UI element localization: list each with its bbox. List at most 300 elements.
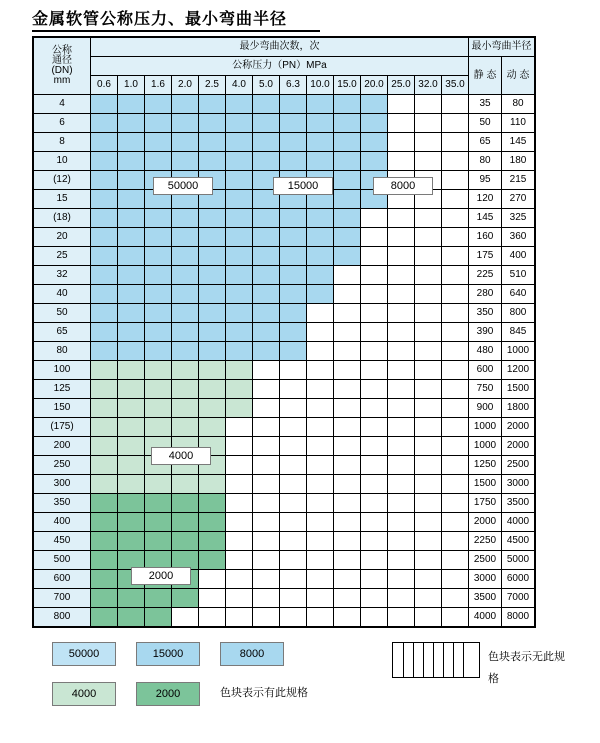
row-dynamic-radius: 360 (502, 228, 535, 247)
legend (32, 634, 568, 714)
cell-5-5 (226, 190, 253, 209)
cell-2-5 (226, 133, 253, 152)
cell-15-4 (199, 380, 226, 399)
cell-2-10 (361, 133, 388, 152)
cell-11-7 (280, 304, 307, 323)
cell-23-8 (307, 532, 334, 551)
cell-27-13 (442, 608, 469, 627)
cell-26-4 (199, 589, 226, 608)
cell-17-10 (361, 418, 388, 437)
cell-1-6 (253, 114, 280, 133)
row-dynamic-radius: 2000 (502, 418, 535, 437)
cell-7-9 (334, 228, 361, 247)
cell-25-7 (280, 570, 307, 589)
table-row (34, 247, 535, 266)
cell-8-10 (361, 247, 388, 266)
cell-20-6 (253, 475, 280, 494)
dn-header-line-3: (DN) (51, 65, 73, 76)
cell-2-13 (442, 133, 469, 152)
row-static-radius: 900 (469, 399, 502, 418)
row-static-radius: 750 (469, 380, 502, 399)
cell-17-12 (415, 418, 442, 437)
cell-26-6 (253, 589, 280, 608)
row-static-radius: 50 (469, 114, 502, 133)
legend-box-15000: 15000 (136, 642, 200, 666)
pressure-col-header: 1.0 (118, 76, 145, 95)
legend-box-4000: 4000 (52, 682, 116, 706)
cell-13-2 (145, 342, 172, 361)
cell-7-3 (172, 228, 199, 247)
cell-23-1 (118, 532, 145, 551)
cell-8-11 (388, 247, 415, 266)
cell-6-8 (307, 209, 334, 228)
row-dn-label: 15 (34, 190, 91, 209)
page-title: 金属软管公称压力、最小弯曲半径 (32, 11, 288, 28)
table-row (34, 551, 535, 570)
cell-15-0 (91, 380, 118, 399)
row-static-radius: 390 (469, 323, 502, 342)
cell-17-3 (172, 418, 199, 437)
cell-1-4 (199, 114, 226, 133)
cell-9-9 (334, 266, 361, 285)
row-dynamic-radius: 1200 (502, 361, 535, 380)
cell-3-6 (253, 152, 280, 171)
row-dynamic-radius: 6000 (502, 570, 535, 589)
table-row (34, 152, 535, 171)
cell-2-9 (334, 133, 361, 152)
cell-2-4 (199, 133, 226, 152)
cell-24-6 (253, 551, 280, 570)
cell-20-13 (442, 475, 469, 494)
cell-20-9 (334, 475, 361, 494)
cell-16-6 (253, 399, 280, 418)
cell-8-4 (199, 247, 226, 266)
table-row (34, 266, 535, 285)
pressure-col-header: 4.0 (226, 76, 253, 95)
row-dynamic-radius: 1800 (502, 399, 535, 418)
static-header: 静 态 (469, 57, 502, 95)
cell-17-11 (388, 418, 415, 437)
cell-11-4 (199, 304, 226, 323)
table-row (34, 532, 535, 551)
cell-16-7 (280, 399, 307, 418)
cell-10-12 (415, 285, 442, 304)
cell-7-4 (199, 228, 226, 247)
cell-9-13 (442, 266, 469, 285)
row-dn-label: 65 (34, 323, 91, 342)
row-dn-label: 800 (34, 608, 91, 627)
cell-8-0 (91, 247, 118, 266)
cell-2-7 (280, 133, 307, 152)
cell-6-12 (415, 209, 442, 228)
cell-8-3 (172, 247, 199, 266)
row-dn-label: 150 (34, 399, 91, 418)
cell-22-0 (91, 513, 118, 532)
cell-11-9 (334, 304, 361, 323)
cell-7-5 (226, 228, 253, 247)
cell-21-9 (334, 494, 361, 513)
cell-7-7 (280, 228, 307, 247)
cell-21-13 (442, 494, 469, 513)
cell-11-10 (361, 304, 388, 323)
cell-2-2 (145, 133, 172, 152)
cell-6-11 (388, 209, 415, 228)
cell-2-3 (172, 133, 199, 152)
cell-0-11 (388, 95, 415, 114)
row-static-radius: 160 (469, 228, 502, 247)
cell-7-6 (253, 228, 280, 247)
cell-23-13 (442, 532, 469, 551)
cell-18-12 (415, 437, 442, 456)
pressure-col-header: 10.0 (307, 76, 334, 95)
cell-18-8 (307, 437, 334, 456)
row-dynamic-radius: 8000 (502, 608, 535, 627)
row-static-radius: 1500 (469, 475, 502, 494)
cell-16-13 (442, 399, 469, 418)
cell-0-0 (91, 95, 118, 114)
cell-22-3 (172, 513, 199, 532)
cell-14-4 (199, 361, 226, 380)
cell-20-7 (280, 475, 307, 494)
cell-13-6 (253, 342, 280, 361)
cell-11-3 (172, 304, 199, 323)
pressure-col-header: 2.5 (199, 76, 226, 95)
row-dn-label: 500 (34, 551, 91, 570)
cell-10-10 (361, 285, 388, 304)
pressure-col-header: 0.6 (91, 76, 118, 95)
cell-12-7 (280, 323, 307, 342)
cell-6-2 (145, 209, 172, 228)
cell-21-6 (253, 494, 280, 513)
cell-16-5 (226, 399, 253, 418)
cell-2-0 (91, 133, 118, 152)
cell-3-9 (334, 152, 361, 171)
cell-19-8 (307, 456, 334, 475)
cell-27-10 (361, 608, 388, 627)
cell-17-1 (118, 418, 145, 437)
cell-23-7 (280, 532, 307, 551)
cell-23-4 (199, 532, 226, 551)
row-dn-label: 80 (34, 342, 91, 361)
pressure-col-header: 5.0 (253, 76, 280, 95)
cell-6-3 (172, 209, 199, 228)
cell-6-5 (226, 209, 253, 228)
cell-15-13 (442, 380, 469, 399)
row-dynamic-radius: 2500 (502, 456, 535, 475)
row-static-radius: 280 (469, 285, 502, 304)
cell-8-6 (253, 247, 280, 266)
min-radius-header: 最小弯曲半径 (469, 38, 535, 57)
cell-11-12 (415, 304, 442, 323)
row-dynamic-radius: 3000 (502, 475, 535, 494)
cell-14-6 (253, 361, 280, 380)
cell-16-0 (91, 399, 118, 418)
row-dn-label: 32 (34, 266, 91, 285)
cell-26-1 (118, 589, 145, 608)
cell-2-1 (118, 133, 145, 152)
dn-header-line-1: 公称 (52, 45, 72, 56)
row-dynamic-radius: 400 (502, 247, 535, 266)
cell-7-13 (442, 228, 469, 247)
cell-15-7 (280, 380, 307, 399)
cell-14-3 (172, 361, 199, 380)
cell-12-11 (388, 323, 415, 342)
cell-16-10 (361, 399, 388, 418)
cell-11-13 (442, 304, 469, 323)
table-row (34, 608, 535, 627)
cell-20-10 (361, 475, 388, 494)
cell-13-0 (91, 342, 118, 361)
bend-times-header: 最少弯曲次数，次 (91, 38, 469, 57)
cell-11-6 (253, 304, 280, 323)
cell-18-11 (388, 437, 415, 456)
cell-24-10 (361, 551, 388, 570)
legend-box-50000: 50000 (52, 642, 116, 666)
cell-0-9 (334, 95, 361, 114)
cell-6-0 (91, 209, 118, 228)
cell-12-10 (361, 323, 388, 342)
cell-18-5 (226, 437, 253, 456)
cell-10-1 (118, 285, 145, 304)
row-dn-label: 125 (34, 380, 91, 399)
cell-21-1 (118, 494, 145, 513)
cell-15-5 (226, 380, 253, 399)
dn-header-cell (34, 38, 91, 95)
cell-16-1 (118, 399, 145, 418)
cell-7-1 (118, 228, 145, 247)
cell-3-0 (91, 152, 118, 171)
row-dynamic-radius: 1000 (502, 342, 535, 361)
cell-7-2 (145, 228, 172, 247)
cell-6-6 (253, 209, 280, 228)
cell-0-10 (361, 95, 388, 114)
cell-1-7 (280, 114, 307, 133)
cell-17-9 (334, 418, 361, 437)
cell-11-5 (226, 304, 253, 323)
cell-16-4 (199, 399, 226, 418)
cell-12-4 (199, 323, 226, 342)
table-row (34, 570, 535, 589)
row-static-radius: 145 (469, 209, 502, 228)
cell-0-7 (280, 95, 307, 114)
row-dn-label: 300 (34, 475, 91, 494)
table-row (34, 304, 535, 323)
table-row (34, 399, 535, 418)
dn-header-line-4: mm (53, 75, 71, 86)
cell-10-5 (226, 285, 253, 304)
cell-23-3 (172, 532, 199, 551)
cell-10-9 (334, 285, 361, 304)
cell-8-1 (118, 247, 145, 266)
row-static-radius: 480 (469, 342, 502, 361)
cell-26-10 (361, 589, 388, 608)
cell-19-12 (415, 456, 442, 475)
cell-14-1 (118, 361, 145, 380)
cell-19-11 (388, 456, 415, 475)
cell-21-3 (172, 494, 199, 513)
row-static-radius: 120 (469, 190, 502, 209)
cell-22-9 (334, 513, 361, 532)
cell-25-12 (415, 570, 442, 589)
cell-3-11 (388, 152, 415, 171)
cell-3-2 (145, 152, 172, 171)
cell-10-7 (280, 285, 307, 304)
cell-3-4 (199, 152, 226, 171)
cell-10-8 (307, 285, 334, 304)
spec-table (33, 37, 535, 627)
cell-18-0 (91, 437, 118, 456)
cell-20-5 (226, 475, 253, 494)
cell-27-1 (118, 608, 145, 627)
cell-7-10 (361, 228, 388, 247)
cell-7-12 (415, 228, 442, 247)
cell-27-9 (334, 608, 361, 627)
cell-9-3 (172, 266, 199, 285)
cell-3-8 (307, 152, 334, 171)
cell-21-7 (280, 494, 307, 513)
cell-17-6 (253, 418, 280, 437)
cell-0-3 (172, 95, 199, 114)
pressure-col-header: 15.0 (334, 76, 361, 95)
row-dn-label: (18) (34, 209, 91, 228)
cell-1-9 (334, 114, 361, 133)
cell-19-5 (226, 456, 253, 475)
cell-4-5 (226, 171, 253, 190)
legend-no-spec-text: 色块表示无此规格 (488, 651, 565, 685)
cell-12-8 (307, 323, 334, 342)
row-static-radius: 3000 (469, 570, 502, 589)
cell-25-9 (334, 570, 361, 589)
cell-1-10 (361, 114, 388, 133)
cell-21-0 (91, 494, 118, 513)
cell-10-2 (145, 285, 172, 304)
cell-14-5 (226, 361, 253, 380)
cell-18-6 (253, 437, 280, 456)
row-dn-label: 25 (34, 247, 91, 266)
cell-17-8 (307, 418, 334, 437)
cell-6-1 (118, 209, 145, 228)
row-dynamic-radius: 510 (502, 266, 535, 285)
cell-0-2 (145, 95, 172, 114)
cell-24-13 (442, 551, 469, 570)
cell-1-13 (442, 114, 469, 133)
cell-25-13 (442, 570, 469, 589)
cell-25-6 (253, 570, 280, 589)
dn-header-line-2: 通径 (52, 55, 72, 66)
row-static-radius: 65 (469, 133, 502, 152)
table-row (34, 228, 535, 247)
cell-27-5 (226, 608, 253, 627)
cell-21-11 (388, 494, 415, 513)
cell-14-9 (334, 361, 361, 380)
cell-20-1 (118, 475, 145, 494)
cell-24-5 (226, 551, 253, 570)
cell-16-8 (307, 399, 334, 418)
row-static-radius: 35 (469, 95, 502, 114)
row-static-radius: 95 (469, 171, 502, 190)
row-dynamic-radius: 4000 (502, 513, 535, 532)
cell-15-10 (361, 380, 388, 399)
table-row (34, 475, 535, 494)
cell-20-2 (145, 475, 172, 494)
cell-23-0 (91, 532, 118, 551)
cell-8-5 (226, 247, 253, 266)
cell-10-6 (253, 285, 280, 304)
title-underline (32, 30, 320, 32)
row-dn-label: 600 (34, 570, 91, 589)
cell-9-0 (91, 266, 118, 285)
cell-11-8 (307, 304, 334, 323)
cell-23-11 (388, 532, 415, 551)
table-row (34, 589, 535, 608)
cell-1-0 (91, 114, 118, 133)
cell-14-0 (91, 361, 118, 380)
row-dn-label: (12) (34, 171, 91, 190)
cell-20-3 (172, 475, 199, 494)
cell-24-8 (307, 551, 334, 570)
pressure-columns-row (34, 76, 535, 95)
cell-21-10 (361, 494, 388, 513)
row-dynamic-radius: 180 (502, 152, 535, 171)
cell-15-9 (334, 380, 361, 399)
pressure-col-header: 6.3 (280, 76, 307, 95)
cell-11-0 (91, 304, 118, 323)
cell-25-5 (226, 570, 253, 589)
pressure-col-header: 35.0 (442, 76, 469, 95)
cell-16-12 (415, 399, 442, 418)
cell-13-4 (199, 342, 226, 361)
cell-9-4 (199, 266, 226, 285)
row-dn-label: 10 (34, 152, 91, 171)
value-callout: 8000 (373, 177, 433, 195)
row-dn-label: 4 (34, 95, 91, 114)
header-row-2 (34, 57, 535, 76)
cell-0-1 (118, 95, 145, 114)
table-header (34, 38, 535, 95)
row-dn-label: 350 (34, 494, 91, 513)
row-dn-label: 8 (34, 133, 91, 152)
cell-20-8 (307, 475, 334, 494)
cell-10-0 (91, 285, 118, 304)
cell-3-12 (415, 152, 442, 171)
cell-12-13 (442, 323, 469, 342)
table-body (34, 95, 535, 627)
cell-17-2 (145, 418, 172, 437)
cell-27-6 (253, 608, 280, 627)
cell-14-13 (442, 361, 469, 380)
table-row (34, 456, 535, 475)
cell-16-9 (334, 399, 361, 418)
cell-1-2 (145, 114, 172, 133)
cell-21-12 (415, 494, 442, 513)
row-dynamic-radius: 7000 (502, 589, 535, 608)
cell-2-12 (415, 133, 442, 152)
cell-17-7 (280, 418, 307, 437)
cell-1-5 (226, 114, 253, 133)
cell-21-8 (307, 494, 334, 513)
cell-11-11 (388, 304, 415, 323)
cell-14-7 (280, 361, 307, 380)
cell-24-7 (280, 551, 307, 570)
cell-2-8 (307, 133, 334, 152)
cell-22-5 (226, 513, 253, 532)
cell-13-11 (388, 342, 415, 361)
cell-13-13 (442, 342, 469, 361)
cell-22-2 (145, 513, 172, 532)
cell-2-11 (388, 133, 415, 152)
cell-13-9 (334, 342, 361, 361)
cell-13-8 (307, 342, 334, 361)
